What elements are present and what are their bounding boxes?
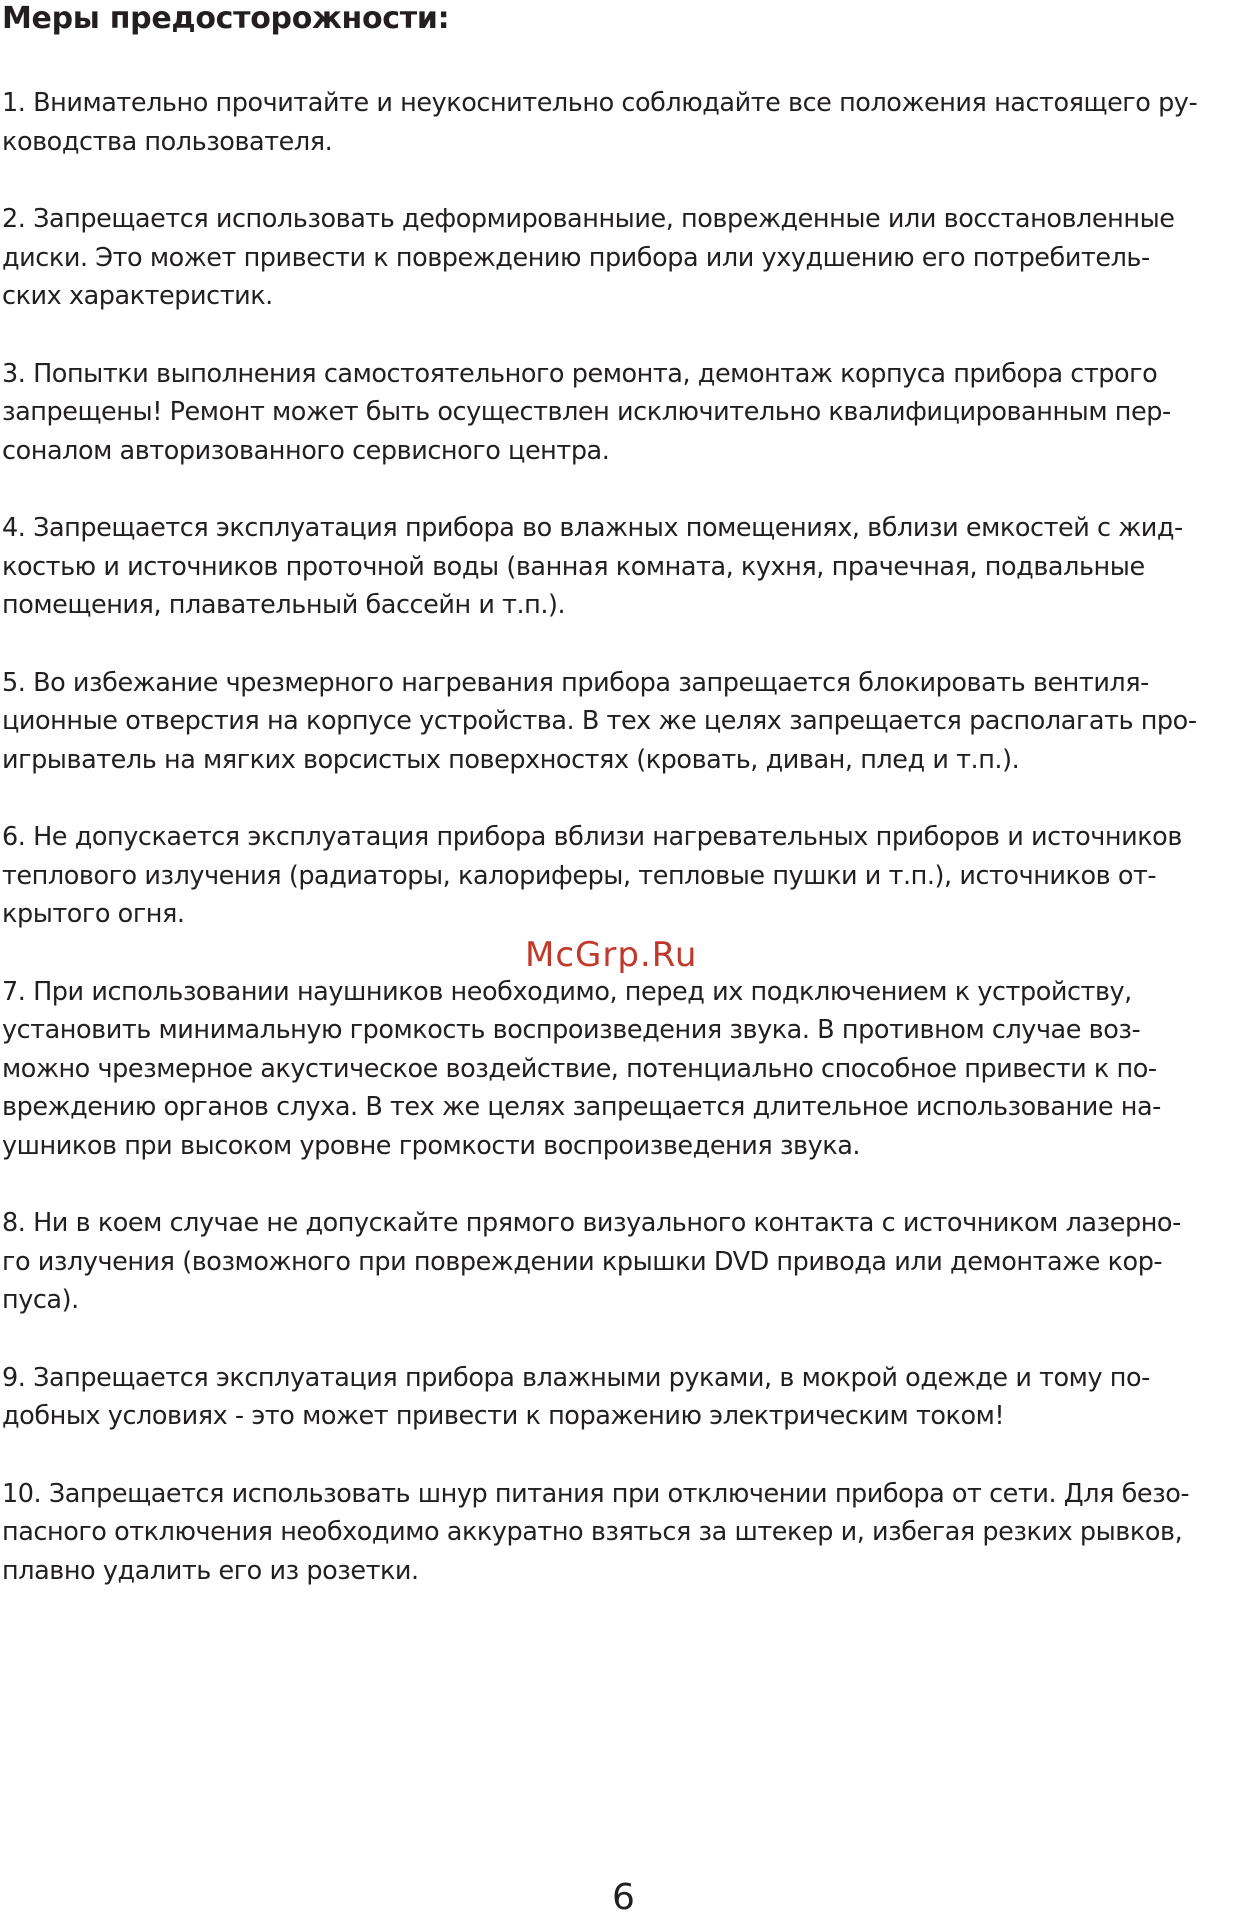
precaution-line: пасного отключения необходимо аккуратно взяться за штекер и, избегая резких рывков, bbox=[2, 1517, 1183, 1547]
precaution-item bbox=[2, 509, 1242, 625]
precaution-line: ских характеристик. bbox=[2, 281, 273, 311]
page-number: 6 bbox=[612, 1877, 635, 1918]
precaution-line: соналом авторизованного сервисного центра. bbox=[2, 435, 610, 466]
precaution-line: ушников при высоком уровне громкости воспроизведения звука. bbox=[2, 1130, 861, 1161]
precaution-line: крытого огня. bbox=[2, 899, 185, 929]
precaution-line: ционные отверстия на корпусе устройства. В тех же целях запрещается располагать про- bbox=[2, 706, 1197, 736]
precaution-line: 1. Внимательно прочитайте и неукоснительно соблюдайте все положения настоящего ру- bbox=[2, 88, 1198, 118]
precaution-line: 4. Запрещается эксплуатация прибора во влажных помещениях, вблизи емкостей с жид- bbox=[2, 513, 1183, 543]
precaution-item bbox=[2, 1475, 1242, 1591]
precaution-item bbox=[2, 664, 1242, 780]
precaution-line: вреждению органов слуха. В тех же целях запрещается длительное использование на- bbox=[2, 1092, 1161, 1122]
precaution-line: 6. Не допускается эксплуатация прибора вблизи нагревательных приборов и источников bbox=[2, 822, 1182, 852]
precaution-item bbox=[2, 355, 1242, 471]
page-title: Меры предосторожности: bbox=[2, 1, 450, 36]
precaution-line: 5. Во избежание чрезмерного нагревания прибора запрещается блокировать вентиля- bbox=[2, 667, 1149, 698]
precaution-line: можно чрезмерное акустическое воздействие, потенциально способное привести к по- bbox=[2, 1053, 1157, 1084]
precaution-item bbox=[2, 818, 1242, 934]
precaution-line: 9. Запрещается эксплуатация прибора влажными руками, в мокрой одежде и тому по- bbox=[2, 1362, 1150, 1393]
precaution-line: 3. Попытки выполнения самостоятельного ремонта, демонтаж корпуса прибора строго bbox=[2, 358, 1158, 389]
precaution-line: плавно удалить его из розетки. bbox=[2, 1555, 419, 1586]
watermark-text: McGrp.Ru bbox=[525, 935, 698, 975]
precaution-line: го излучения (возможного при повреждении крышки DVD привода или демонтаже кор- bbox=[2, 1246, 1163, 1277]
precautions-list bbox=[2, 84, 1242, 1629]
precaution-line: диски. Это может привести к повреждению прибора или ухудшению его потребитель- bbox=[2, 242, 1150, 273]
precaution-item bbox=[2, 973, 1242, 1166]
precaution-line: 7. При использовании наушников необходимо, перед их подключением к устройству, bbox=[2, 976, 1132, 1007]
precaution-line: помещения, плавательный бассейн и т.п.). bbox=[2, 590, 566, 620]
precaution-line: теплового излучения (радиаторы, калориферы, тепловые пушки и т.п.), источников от- bbox=[2, 860, 1157, 891]
precaution-line: 2. Запрещается использовать деформированныие, поврежденные или восстановленные bbox=[2, 204, 1175, 234]
precaution-item bbox=[2, 200, 1242, 316]
precaution-line: ководства пользователя. bbox=[2, 126, 333, 157]
precaution-line: игрыватель на мягких ворсистых поверхностях (кровать, диван, плед и т.п.). bbox=[2, 744, 1020, 775]
precaution-line: костью и источников проточной воды (ванная комната, кухня, прачечная, подвальные bbox=[2, 551, 1145, 582]
precaution-line: пуса). bbox=[2, 1285, 79, 1315]
precaution-item bbox=[2, 84, 1242, 161]
precaution-line: установить минимальную громкость воспроизведения звука. В противном случае воз- bbox=[2, 1015, 1141, 1045]
precaution-item bbox=[2, 1204, 1242, 1320]
precaution-line: запрещены! Ремонт может быть осуществлен исключительно квалифицированным пер- bbox=[2, 397, 1171, 427]
precaution-line: 10. Запрещается использовать шнур питания при отключении прибора от сети. Для безо- bbox=[2, 1478, 1190, 1509]
precaution-line: 8. Ни в коем случае не допускайте прямого визуального контакта с источником лазерно- bbox=[2, 1208, 1181, 1238]
precaution-line: добных условиях - это может привести к поражению электрическим током! bbox=[2, 1401, 1005, 1431]
precaution-item bbox=[2, 1359, 1242, 1436]
